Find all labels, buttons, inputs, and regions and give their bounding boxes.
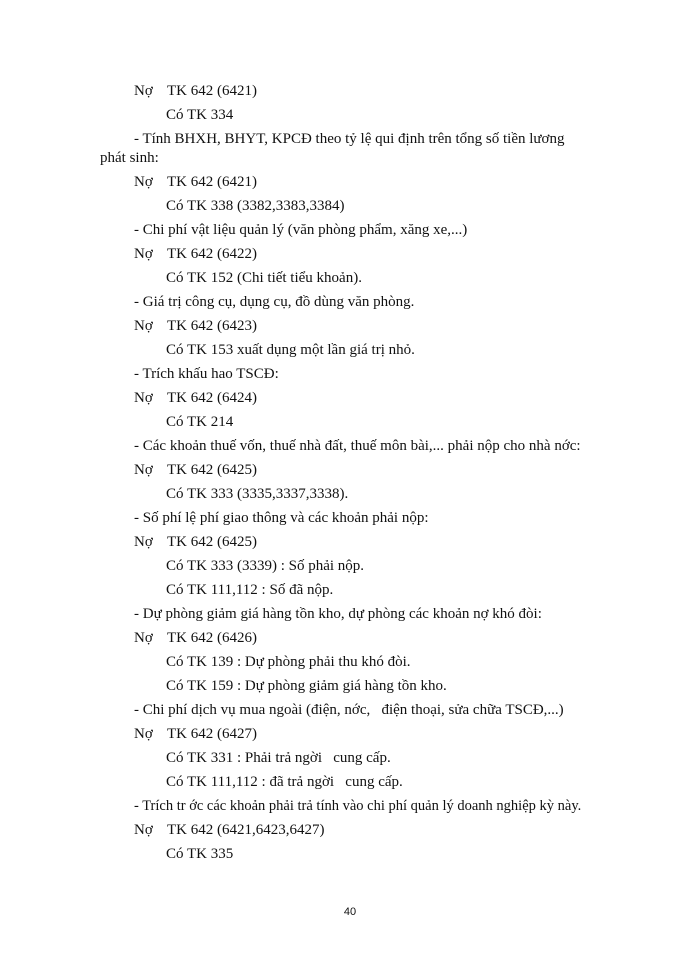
debit-label: Nợ <box>134 174 153 190</box>
debit-label: Nợ <box>134 726 153 742</box>
debit-account: TK 642 (6421) <box>167 174 257 190</box>
credit-entry: Có TK 333 (3339) : Số phải nộp. <box>166 558 365 574</box>
debit-entry <box>134 724 257 744</box>
debit-label: Nợ <box>134 534 153 550</box>
debit-account: TK 642 (6425) <box>167 534 257 550</box>
credit-entry: Có TK 152 (Chi tiết tiểu khoản). <box>166 270 362 286</box>
credit-entry: Có TK 338 (3382,3383,3384) <box>166 198 345 214</box>
credit-entry: Có TK 111,112 : Số đã nộp. <box>166 582 334 598</box>
credit-entry: Có TK 153 xuất dụng một lần giá trị nhỏ. <box>166 342 415 358</box>
credit-entry: Có TK 139 : Dự phòng phải thu khó đòi. <box>166 654 411 670</box>
debit-entry <box>134 81 257 101</box>
credit-entry: Có TK 334 <box>166 107 234 123</box>
note-line: - Chi phí dịch vụ mua ngoài (điện, nớc, điện thoại, sửa chữa TSCĐ,...) <box>134 702 564 718</box>
debit-entry <box>134 316 257 336</box>
debit-account: TK 642 (6421) <box>167 83 257 99</box>
debit-label: Nợ <box>134 390 153 406</box>
note-line: - Dự phòng giảm giá hàng tồn kho, dự phòng các khoản nợ khó đòi: <box>134 606 542 622</box>
note-line: - Số phí lệ phí giao thông và các khoản phải nộp: <box>134 510 429 526</box>
debit-entry <box>134 172 257 192</box>
note-line: - Chi phí vật liệu quản lý (văn phòng phẩm, xăng xe,...) <box>134 222 468 238</box>
debit-entry <box>134 388 257 408</box>
credit-entry: Có TK 214 <box>166 414 234 430</box>
credit-entry: Có TK 335 <box>166 846 234 862</box>
credit-entry: Có TK 333 (3335,3337,3338). <box>166 486 349 502</box>
debit-account: TK 642 (6422) <box>167 246 257 262</box>
note-line: - Trích tr ớc các khoản phải trả tính vào chi phí quản lý doanh nghiệp kỳ này. <box>134 798 582 814</box>
debit-entry <box>134 244 257 264</box>
debit-account: TK 642 (6425) <box>167 462 257 478</box>
credit-entry: Có TK 331 : Phải trả ngời cung cấp. <box>166 750 391 766</box>
note-line: - Các khoản thuế vốn, thuế nhà đất, thuế môn bài,... phải nộp cho nhà nớc: <box>134 438 581 454</box>
debit-account: TK 642 (6426) <box>167 630 257 646</box>
debit-entry <box>134 532 257 552</box>
debit-account: TK 642 (6427) <box>167 726 257 742</box>
debit-account: TK 642 (6421,6423,6427) <box>167 822 325 838</box>
debit-account: TK 642 (6424) <box>167 390 257 406</box>
note-line: - Trích khấu hao TSCĐ: <box>134 366 279 382</box>
note-line: - Giá trị công cụ, dụng cụ, đồ dùng văn phòng. <box>134 294 415 310</box>
debit-label: Nợ <box>134 83 153 99</box>
debit-entry <box>134 820 325 840</box>
debit-entry <box>134 460 257 480</box>
credit-entry: Có TK 159 : Dự phòng giảm giá hàng tồn kho. <box>166 678 447 694</box>
credit-entry: Có TK 111,112 : đã trả ngời cung cấp. <box>166 774 403 790</box>
note-line: - Tính BHXH, BHYT, KPCĐ theo tỷ lệ qui định trên tổng số tiền lương <box>134 131 565 147</box>
debit-label: Nợ <box>134 822 153 838</box>
debit-label: Nợ <box>134 318 153 334</box>
debit-account: TK 642 (6423) <box>167 318 257 334</box>
debit-label: Nợ <box>134 462 153 478</box>
debit-entry <box>134 628 257 648</box>
note-continuation: phát sinh: <box>100 150 159 166</box>
debit-label: Nợ <box>134 246 153 262</box>
debit-label: Nợ <box>134 630 153 646</box>
page-number: 40 <box>343 906 357 918</box>
